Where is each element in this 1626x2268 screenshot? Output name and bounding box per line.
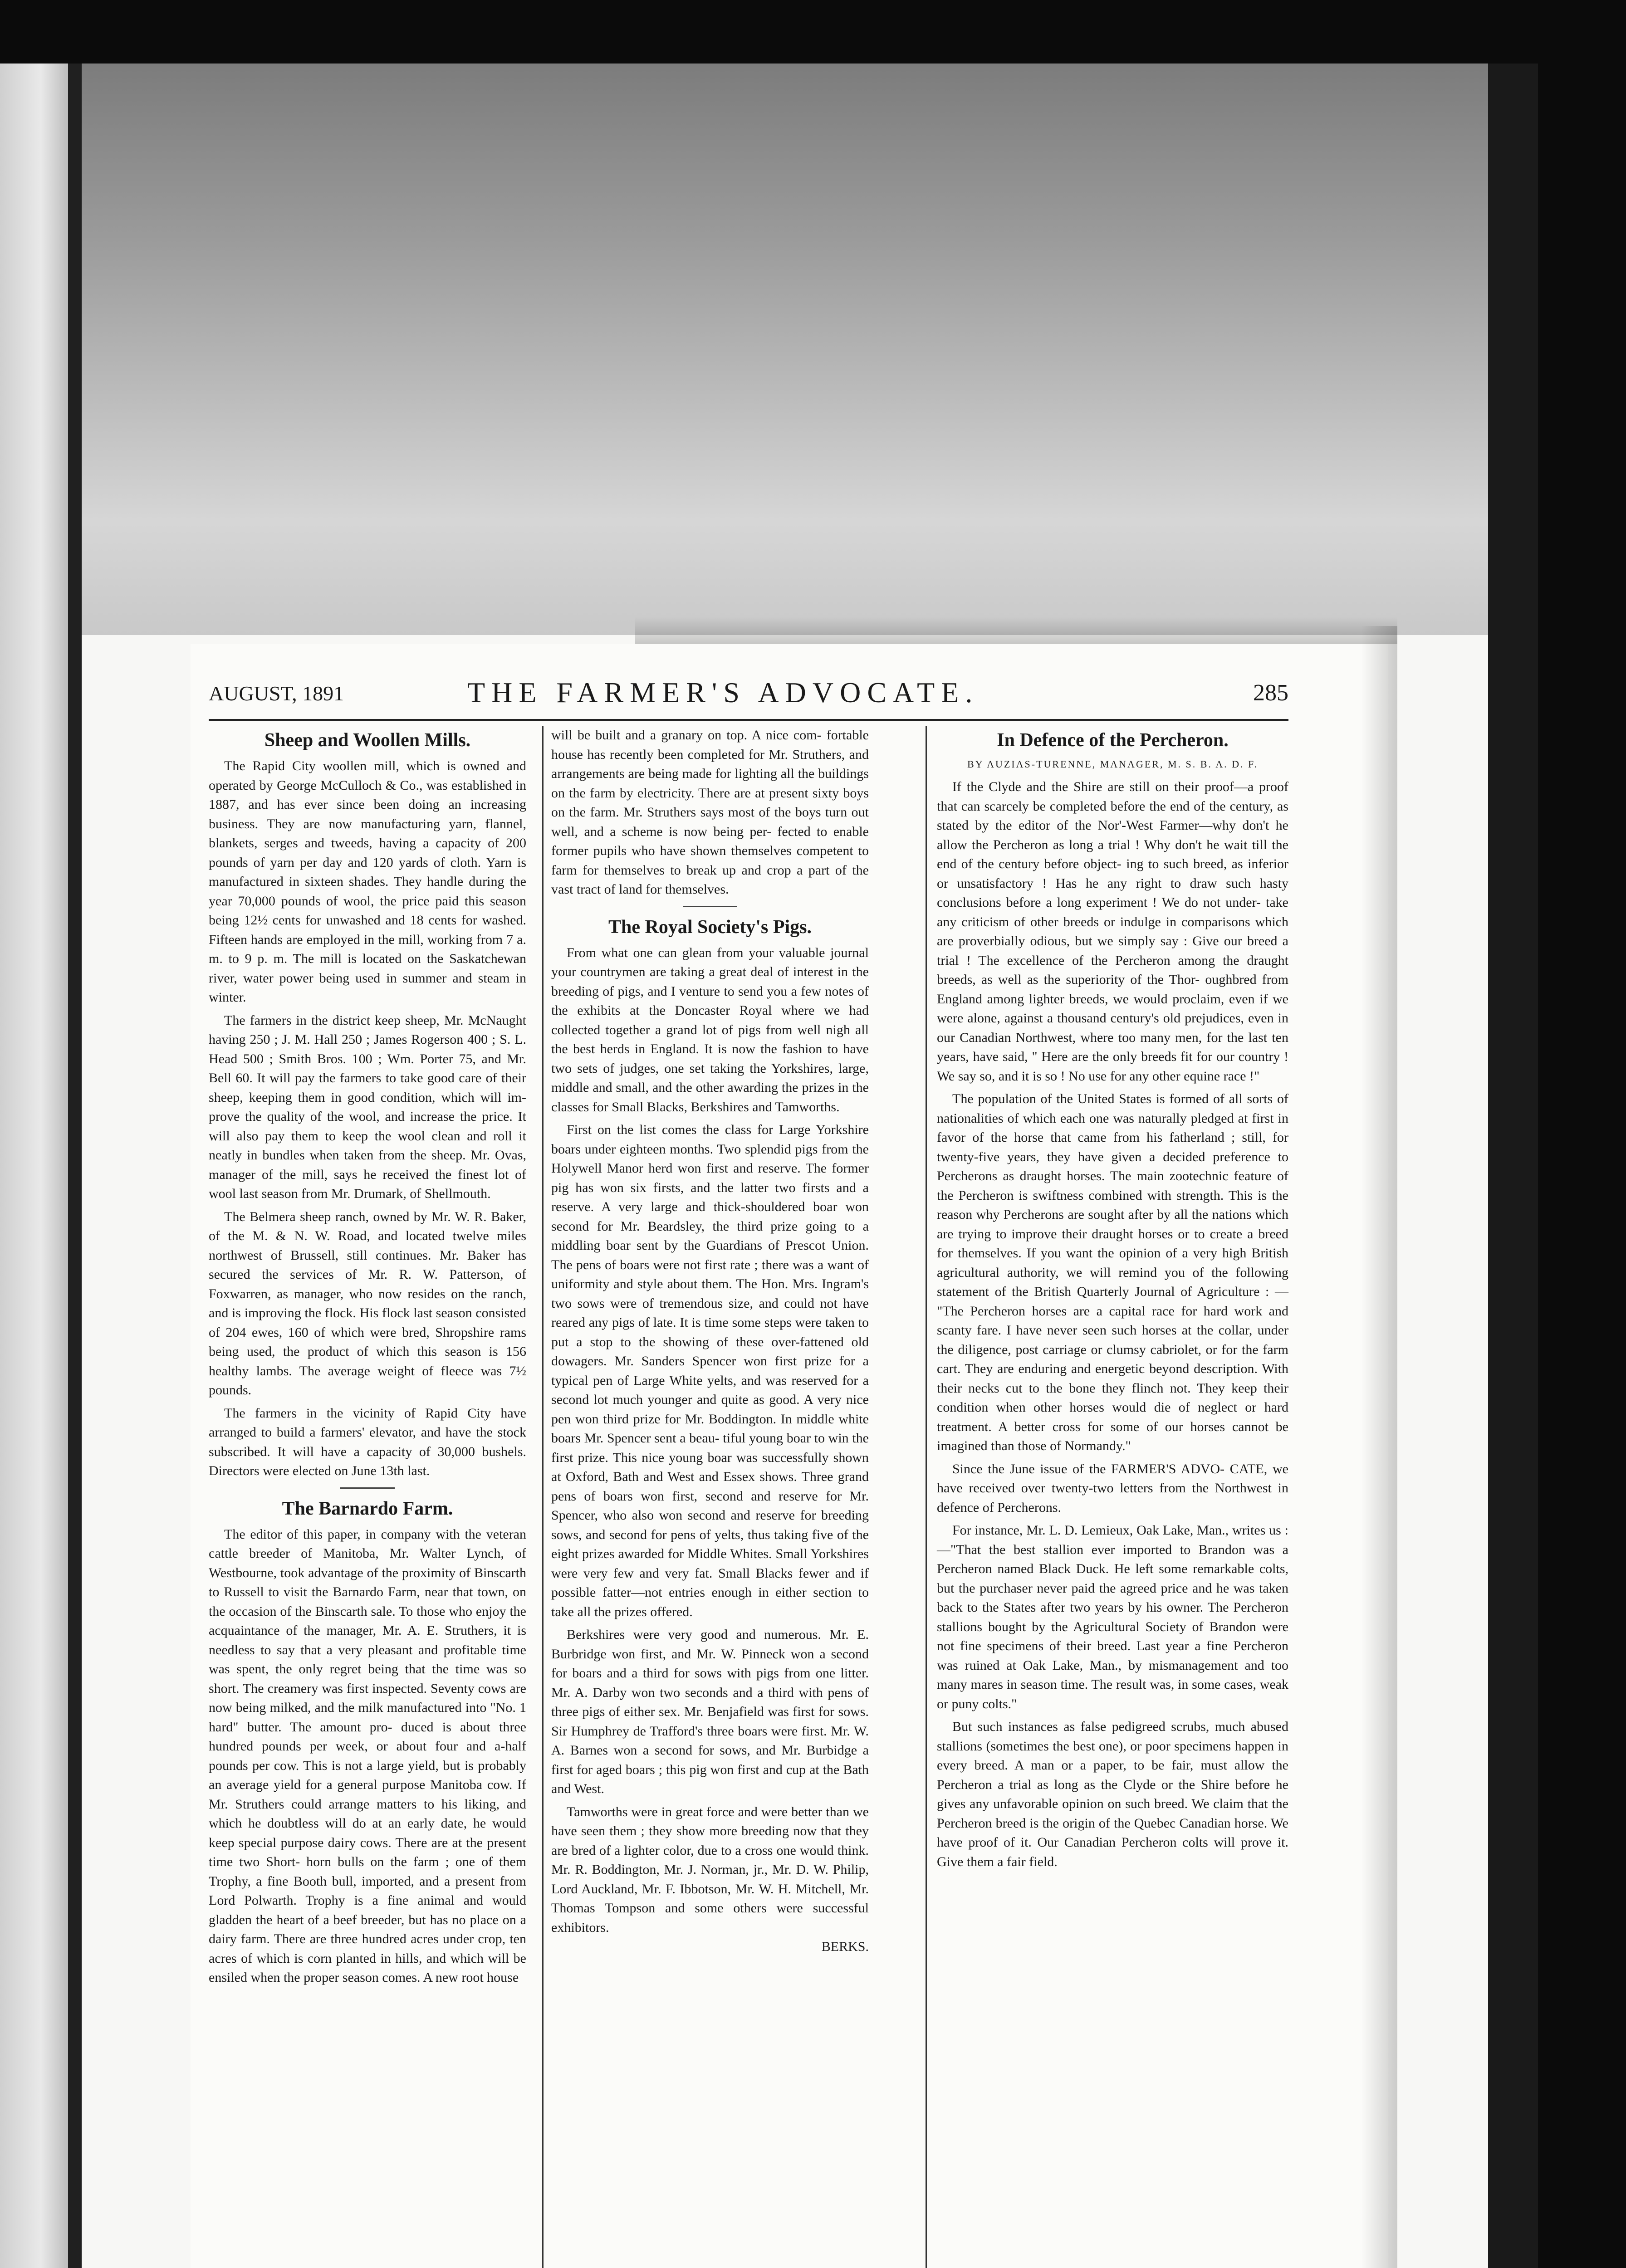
- article-paragraph: But such instances as false pedigreed scrubs, much abused stallions (sometimes the best one), or poor specimens happen in every breed. A man or a paper, to be fair, must allow the Percheron a trial as long as the Clyde or the Shire before he gives any unfavorable opinion on such breed. We claim that the Percheron breed is the origin of the Quebec Canadian horse. We have proof of it. Our Canadian Percheron colts will prove it. Give them a fair field.: [937, 1719, 1288, 1869]
- page-fold-shadow: [635, 617, 1397, 644]
- article-paragraph: For instance, Mr. L. D. Lemieux, Oak Lake, Man., writes us :—"That the best stallion ever imported to Brandon was a Percheron named Black Duck. He left some remarkable colts, but the purchaser never paid the agreed price and he was taken back to the States after two years by his owner. The Percheron stallions bought by the Agricultural Society of Brandon were not fine specimens of their breed. Last year a fine Percheron was ruined at Oak Lake, Man., by mismanagement and too many mares in season time. The result was, in some cases, weak or puny colts.": [937, 1523, 1288, 1711]
- article-heading: The Royal Society's Pigs.: [608, 916, 812, 938]
- film-frame-right: [1538, 0, 1626, 2268]
- article-paragraph: Since the June issue of the FARMER'S ADVO- CATE, we have received over twenty-two letters from the Northwest in defence of Percherons.: [937, 1461, 1288, 1515]
- article-signature: BERKS.: [821, 1939, 869, 1954]
- article-paragraph: The population of the United States is formed of all sorts of nationalities of which each one was naturally pledged at first in favor of the horse that came from his fatherland ; still, for twenty-five years, they have given a decided preference to Percherons as draught horses. The main zootechnic feature of the Percheron is swiftness combined with strength. This is the reason why Percherons are sought after by all the nations which are trying to improve their draught horses or to create a breed for themselves. If you want the opinion of a very high British agricultural authority, we will remind you of the following statement of the British Quarterly Journal of Agriculture : — "The Percheron horses are a capital race for hard work and scanty fare. I have never seen such horses at the collar, under the diligence, post carriage or clumsy cabriolet, or for the farm cart. They are enduring and energetic beyond description. With their necks cut to the bone they flinch not. They keep their condition when other horses would die of neglect or hard treatment. A better cross for some of our horses cannot be imagined than those of Normandy.": [937, 1091, 1288, 1453]
- article-paragraph: The farmers in the district keep sheep, Mr. McNaught having 250 ; J. M. Hall 250 ; James Rogerson 400 ; S. L. Head 500 ; Smith Bros. 100 ; Wm. Porter 75, and Mr. Bell 60. It will pay the farmers to take good care of their sheep, keeping them in good condition, which will im- prove the quality of the wool, and increase the price. It will also pay them to keep the wool clean and roll it neatly in bundles when taken from the sheep. Mr. Ovas, manager of the mill, says he received the finest lot of wool last season from Mr. Drumark, of Shellmouth.: [209, 1012, 526, 1201]
- issue-date: AUGUST, 1891: [209, 682, 344, 705]
- article-paragraph: Berkshires were very good and numerous. Mr. E. Burbridge won first, and Mr. W. Pinneck won a second for boars and a third for sows with pigs from one litter. Mr. A. Darby won two seconds and a third with pens of three pigs of either sex. Mr. Benjafield was first for sows. Sir Humphrey de Trafford's three boars were first. Mr. W. A. Barnes won a second for sows, and Mr. Burbidge a first for aged boars ; this pig won first and cup at the Bath and West.: [551, 1627, 869, 1796]
- column-divider-2: [926, 726, 927, 2268]
- article-byline: BY AUZIAS-TURENNE, MANAGER, M. S. B. A. D. F.: [967, 758, 1258, 770]
- film-frame-left: [68, 64, 82, 2268]
- section-separator: [683, 906, 737, 907]
- article-paragraph: Tamworths were in great force and were better than we have seen them ; they show more breeding now that they are bred of a lighter color, due to a cross one would think. Mr. R. Boddington, Mr. J. Norman, jr., Mr. D. W. Philip, Lord Auckland, Mr. F. Ibbotson, Mr. W. H. Mitchell, Mr. Thomas Tompson and some others were successful exhibitors.: [551, 1804, 869, 1935]
- column-2: [551, 726, 869, 1960]
- newspaper-title: THE FARMER'S ADVOCATE.: [467, 676, 979, 709]
- film-overexposed-area: [82, 64, 1538, 635]
- page-edge-shadow: [1361, 626, 1397, 2268]
- section-separator: [340, 1487, 395, 1489]
- column-3: [937, 726, 1288, 1875]
- article-heading: In Defence of the Percheron.: [997, 730, 1229, 751]
- article-heading: The Barnardo Farm.: [282, 1498, 453, 1519]
- column-1: [209, 726, 526, 1991]
- column-divider-1: [542, 726, 544, 2268]
- film-left-strip: [0, 64, 68, 2268]
- article-paragraph: From what one can glean from your valuable journal your countrymen are taking a great deal of interest in the breeding of pigs, and I venture to send you a few notes of the exhibits at the Doncaster Royal where we had collected together a grand lot of pigs from well nigh all the best herds in England. It is now the fashion to have two sets of judges, one set taking the Yorkshires, large, middle and small, and the other awarding the prizes in the classes for Small Blacks, Berkshires and Tamworths.: [551, 945, 869, 1114]
- masthead: [209, 676, 1288, 717]
- article-paragraph: The Rapid City woollen mill, which is owned and operated by George McCulloch & Co., was established in 1887, and has ever since been doing an increasing business. They are now manufacturing yarn, flannel, blankets, serges and tweeds, having a capacity of 200 pounds of yarn per day and 120 yards of cloth. Yarn is manufactured in sixteen shades. They handle during the year 70,000 pounds of wool, the price paid this season being 12½ cents for unwashed and 18 cents for washed. Fifteen hands are employed in the mill, working from 7 a. m. to 9 p. m. The mill is located on the Saskatchewan river, water power being used in summer and steam in winter.: [209, 758, 526, 1005]
- article-paragraph: The Belmera sheep ranch, owned by Mr. W. R. Baker, of the M. & N. W. Road, and located twelve miles northwest of Brussell, still continues. Mr. Baker has secured the services of Mr. R. W. Patterson, of Foxwarren, as manager, who now resides on the ranch, and is improving the flock. His flock last season consisted of 204 ewes, 160 of which were bred, Shropshire rams being used, the product of which this season is 156 healthy lambs. The average weight of fleece was 7½ pounds.: [209, 1209, 526, 1398]
- article-paragraph: The editor of this paper, in company with the veteran cattle breeder of Manitoba, Mr. Walter Lynch, of Westbourne, took advantage of the proximity of Binscarth to Russell to visit the Barnardo Farm, near that town, on the occasion of the Binscarth sale. To those who enjoy the acquaintance of the manager, Mr. A. E. Struthers, it is needless to say that a very pleasant and profitable time was spent, the only regret being that the time was so short. The creamery was first inspected. Seventy cows are now being milked, and the milk manufactured into "No. 1 hard" butter. The amount pro- duced is about three hundred pounds per week, or about four and a-half pounds per cow. This is not a large yield, but is probably an average yield for a general purpose Manitoba cow. If Mr. Struthers could arrange matters to his liking, and which he doubtless will do at an early date, he would keep special purpose dairy cows. There are at the present time two Short- horn bulls on the farm ; one of them Trophy, a fine Booth bull, imported, and a present from Lord Polwarth. Trophy is a fine animal and would gladden the heart of a beef breeder, but has no place on a dairy farm. There are three hundred acres under crop, ten acres of which is corn planted in hills, and which will be ensiled when the proper season comes. A new root house: [209, 1526, 526, 1985]
- film-vertical-bar: [1488, 64, 1538, 2268]
- page-number: 285: [1253, 680, 1288, 706]
- film-frame-top: [0, 0, 1626, 64]
- article-paragraph: will be built and a granary on top. A nice com- fortable house has recently been completed for Mr. Struthers, and arrangements are being made for lighting all the buildings on the farm by electricity. There are at present sixty boys on the farm. Mr. Struthers says most of the boys turn out well, and a scheme is now being per- fected to enable former pupils who have shown themselves competent to farm for themselves to break up and crop a part of the vast tract of land for themselves.: [551, 728, 869, 897]
- article-paragraph: If the Clyde and the Shire are still on their proof—a proof that can scarcely be completed before the end of the century, as stated by the editor of the Nor'-West Farmer—why don't he allow the Percheron as long a trial ! Why don't he wait till the end of the century before object- ing to such breed, as inferior or unsatisfactory ! Has he any right to draw such hasty conclusions before a long experiment ! We do not under- take any criticism of other breeds or indulge in comparisons which are proverbially odious, but we simply say : Give our breed a trial ! The excellence of the Percheron among the draught breeds, as well as the superiority of the Thor- oughbred from England among lighter breeds, we would proclaim, even if we were alone, against a thousand century's old prejudices, even in our Canadian Northwest, where too many men, for the last ten years, have said, " Here are the only breeds fit for our country ! We say so, and it is so ! No use for any other equine race !": [937, 779, 1288, 1084]
- article-paragraph: The farmers in the vicinity of Rapid City have arranged to build a farmers' elevator, and have the stock subscribed. It will have a capacity of 30,000 bushels. Directors were elected on June 13th last.: [209, 1405, 526, 1478]
- article-heading: Sheep and Woollen Mills.: [264, 730, 471, 751]
- masthead-rule: [209, 719, 1288, 721]
- article-paragraph: First on the list comes the class for Large Yorkshire boars under eighteen months. Two splendid pigs from the Holywell Manor herd won first and reserve. The former pig has won six firsts, and the latter two firsts and a reserve. A very large and thick-shouldered boar won second for Mr. Beardsley, the third prize going to a middling boar sent by the Guardians of Prescot Union. The pens of boars were not first rate ; there was a want of uniformity and style about them. The Hon. Mrs. Ingram's two sows were of tremendous size, and could not have reared any pigs of late. It is time some steps were taken to put a stop to the showing of these over-fattened old dowagers. Mr. Sanders Spencer won first prize for a typical pen of Large White yelts, and was reserved for a second lot much younger and quite as good. A very nice pen won third prize for Mr. Boddington. In middle white boars Mr. Spencer sent a beau- tiful young boar to win the first prize. This nice young boar was successfully shown at Oxford, Bath and West and Essex shows. Three grand pens of boars won first, second and reserve for Mr. Spencer, who also won second and reserve for breeding sows, and second for pens of yelts, thus taking five of the eight prizes awarded for Middle Whites. Small Yorkshires were very few and very fat. Small Blacks fewer and if possible fatter—not entries enough in either section to take all the prizes offered.: [551, 1122, 869, 1619]
